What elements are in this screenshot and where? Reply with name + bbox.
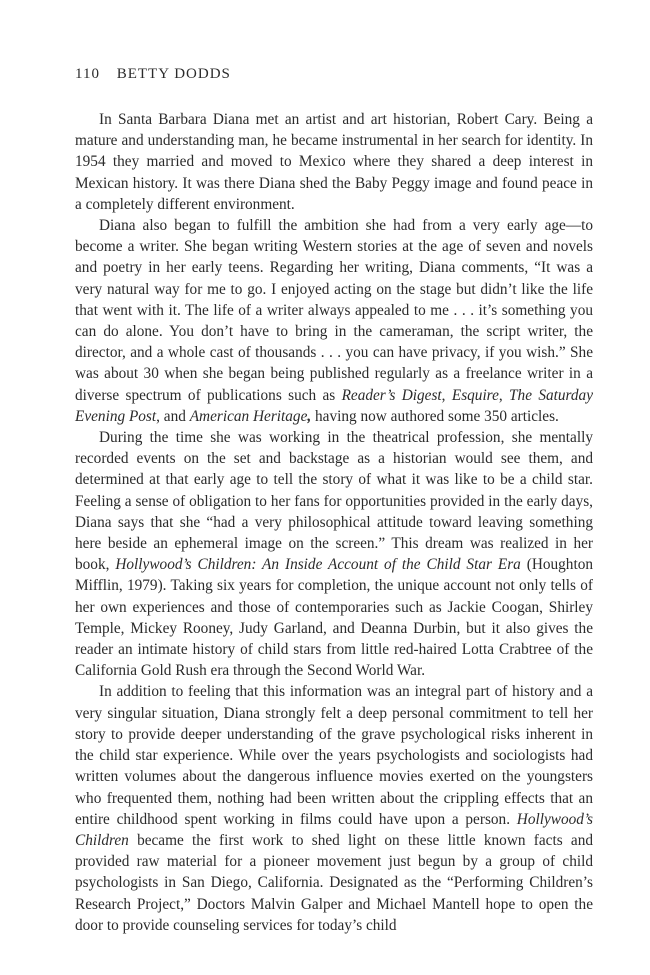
text-run: In Santa Barbara Diana met an artist and art historian, Robert Cary. Being a mature and understanding man, he became instrumental in her search for identity. In 1954 they married and moved to Mexico where they shared a deep interest in Mexican history. It was there Diana shed the Baby Peggy image and found peace in a completely different environment. <box>75 111 593 213</box>
italic-title: American Heritage <box>189 407 308 425</box>
text-run: having now authored some 350 articles. <box>311 407 559 425</box>
italic-title: Hollywood’s Children <box>75 810 593 849</box>
page-number: 110 <box>75 66 100 82</box>
bold-text: , <box>307 407 312 425</box>
text-run: , <box>498 386 510 404</box>
paragraph <box>75 427 593 681</box>
text-run: became the first work to shed light on these little known facts and provided raw material for a pioneer movement just begun by a group of child psychologists in San Diego, California. Designated as the “Performing Children’s Research Project,” Doctors Malvin Galper and Michael Mantell hope to open the door to provide counseling services for today’s child <box>75 831 593 934</box>
text-run: In addition to feeling that this information was an integral part of history and a very singular situation, Diana strongly felt a deep personal commitment to tell her story to provide deeper understanding of the grave psychological risks inherent in the child star experience. While over the years psychologists and sociologists had written volumes about the dangerous influence movies exerted on the youngsters who frequented them, nothing had been written about the crippling effects that an entire childhood spent working in films could have upon a person. <box>75 683 593 828</box>
italic-title: Esquire <box>451 386 499 404</box>
text-run: , and <box>156 407 190 425</box>
text-run: During the time she was working in the theatrical profession, she mentally recorded events on the set and backstage as a historian would see them, and determined at that early age to tell the story of what it was like to be a child star. Feeling a sense of obligation to her fans for opportunities provided in the early days, Diana says that she “had a very philosophical attitude toward leaving something here beside an ephemeral image on the screen.” This dream was realized in her book, <box>75 429 593 574</box>
paragraph <box>75 681 593 935</box>
italic-title: Reader’s Digest <box>341 386 442 404</box>
running-header <box>75 66 593 88</box>
text-run: Diana also began to fulfill the ambition she had from a very early age—to become a writer. She began writing Western stories at the age of seven and novels and poetry in her early teens. Regarding her writing, Diana comments, “It was a very natural way for me to go. I enjoyed acting on the stage but didn’t like the life that went with it. The life of a writer always appealed to me . . . it’s something you can do alone. You don’t have to bring in the cameraman, the script writer, the director, and a whole cast of thousands . . . you can have privacy, if you wish.” She was about 30 when she began being published regularly as a freelance writer in a diverse spectrum of publications such as <box>75 217 593 404</box>
paragraph <box>75 215 593 427</box>
text-run: (Houghton Mifflin, 1979). Taking six years for completion, the unique account not only tells of her own experiences and those of contemporaries such as Jackie Coogan, Shirley Temple, Mickey Rooney, Judy Garland, and Deanna Durbin, but it also gives the reader an intimate history of child stars from little red-haired Lotta Crabtree of the California Gold Rush era through the Second World War. <box>75 556 594 680</box>
italic-title: Hollywood’s Children: An Inside Account of the Child Star Era <box>115 556 521 574</box>
text-run: , <box>441 386 452 404</box>
body-text <box>75 109 593 936</box>
book-page <box>75 66 593 936</box>
paragraph <box>75 109 593 215</box>
running-title: BETTY DODDS <box>116 66 231 82</box>
italic-title: The Saturday Evening Post <box>75 386 593 425</box>
